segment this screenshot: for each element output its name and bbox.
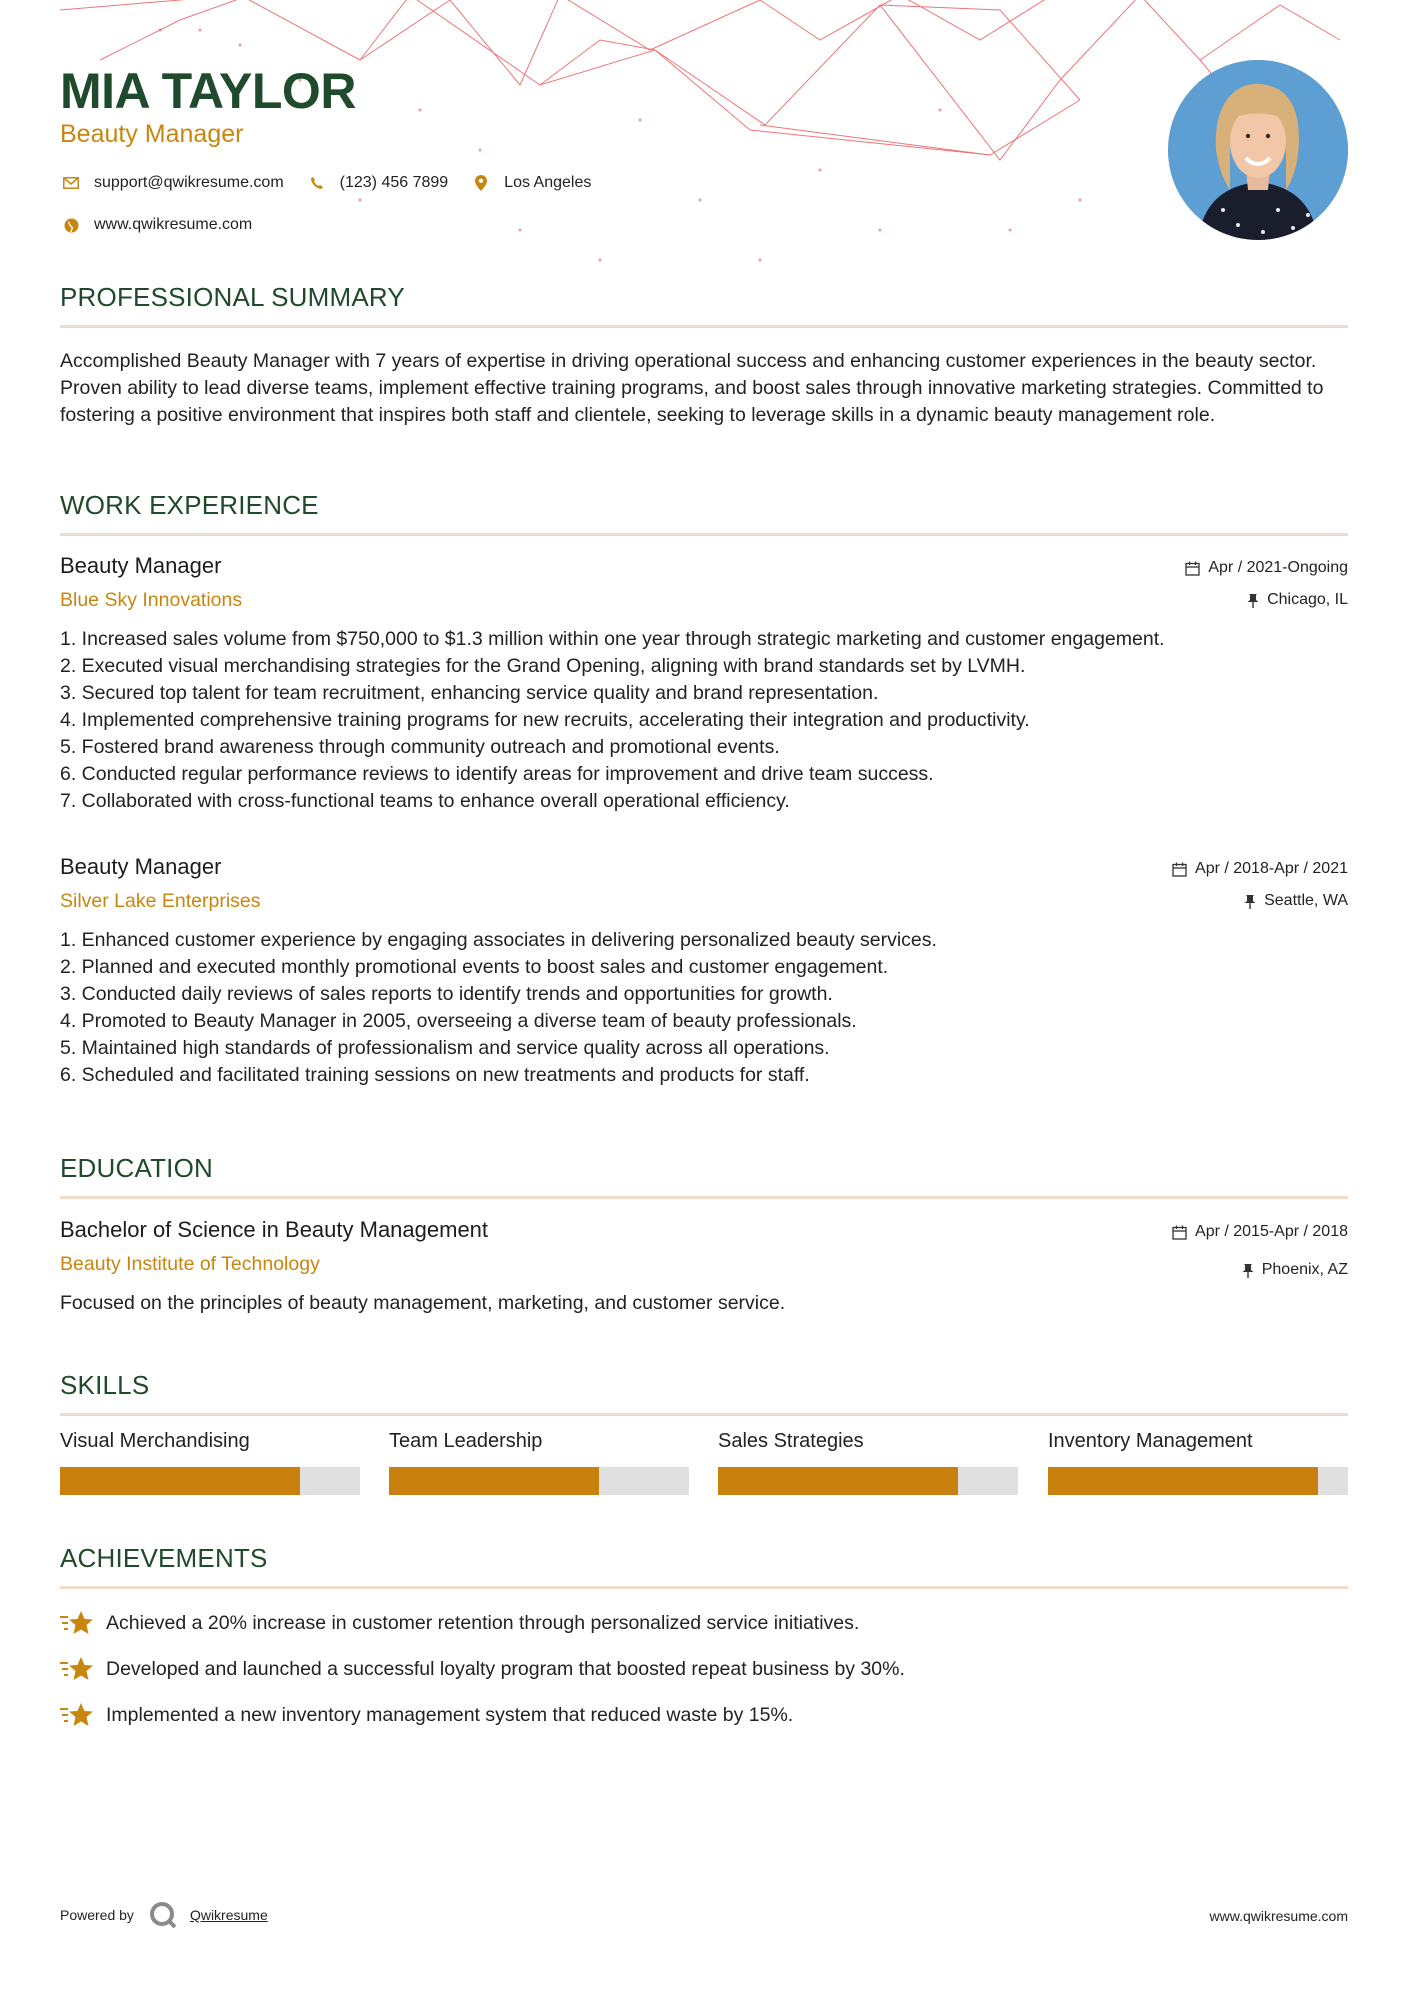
star-icon bbox=[60, 1609, 94, 1637]
education-location-text: Phoenix, AZ bbox=[1261, 1261, 1348, 1278]
skill-label: Inventory Management bbox=[1048, 1430, 1253, 1452]
skill-label: Sales Strategies bbox=[718, 1430, 864, 1452]
calendar-icon bbox=[1172, 1225, 1187, 1240]
skill-bar-fill bbox=[1048, 1467, 1318, 1495]
section-divider bbox=[60, 1586, 1348, 1589]
skill-label: Visual Merchandising bbox=[60, 1430, 250, 1452]
list-item: 1. Increased sales volume from $750,000 to $1.3 million within one year through strategic marketing and customer engagement. bbox=[60, 628, 1165, 650]
contact-location bbox=[470, 172, 591, 194]
pushpin-icon bbox=[1242, 1263, 1254, 1278]
summary-text: Accomplished Beauty Manager with 7 years of expertise in driving operational success and enhancing customer experiences in the beauty sector. Proven ability to lead diverse teams, implement effective training programs, and boost sales through innovative marketing strategies. Committed to fostering a positive environment that inspires both staff and clientele, seeking to leverage skills in a dynamic beauty management role. bbox=[60, 350, 1324, 426]
education-dates bbox=[1172, 1223, 1348, 1241]
contact-email[interactable] bbox=[60, 172, 284, 194]
skills-heading: SKILLS bbox=[60, 1370, 150, 1400]
contact-row bbox=[60, 172, 613, 194]
summary-heading: PROFESSIONAL SUMMARY bbox=[60, 282, 405, 312]
section-divider bbox=[60, 325, 1348, 328]
contact-website[interactable] bbox=[60, 214, 252, 236]
skill-bar-fill bbox=[389, 1467, 599, 1495]
job-dates bbox=[1185, 559, 1348, 577]
achievement-item bbox=[60, 1609, 1348, 1637]
email-icon bbox=[60, 172, 82, 194]
skills-grid bbox=[60, 1430, 1348, 1500]
school-name: Beauty Institute of Technology bbox=[60, 1253, 320, 1275]
list-item: 5. Fostered brand awareness through community outreach and promotional events. bbox=[60, 736, 780, 758]
education-dates-text: Apr / 2015-Apr / 2018 bbox=[1195, 1223, 1348, 1240]
list-item: 7. Collaborated with cross-functional teams to enhance overall operational efficiency. bbox=[60, 790, 790, 812]
job-title: Beauty Manager bbox=[60, 553, 222, 578]
list-item: 6. Scheduled and facilitated training sessions on new treatments and products for staff. bbox=[60, 1064, 810, 1086]
list-item: 1. Enhanced customer experience by engaging associates in delivering personalized beauty services. bbox=[60, 929, 937, 951]
section-divider bbox=[60, 1196, 1348, 1199]
achievement-text: Implemented a new inventory management system that reduced waste by 15%. bbox=[106, 1703, 794, 1726]
skill-item bbox=[60, 1430, 360, 1495]
education-heading: EDUCATION bbox=[60, 1153, 213, 1183]
achievements-section bbox=[60, 1543, 1348, 1747]
contact-phone[interactable] bbox=[306, 172, 449, 194]
list-item: 2. Executed visual merchandising strategies for the Grand Opening, aligning with brand standards set by LVMH. bbox=[60, 655, 1026, 677]
education-location bbox=[1242, 1261, 1348, 1279]
experience-heading: WORK EXPERIENCE bbox=[60, 490, 319, 520]
education-entry bbox=[60, 1217, 1348, 1317]
education-description: Focused on the principles of beauty management, marketing, and customer service. bbox=[60, 1292, 786, 1314]
achievement-text: Developed and launched a successful loyalty program that boosted repeat business by 30%. bbox=[106, 1657, 905, 1680]
list-item: 2. Planned and executed monthly promotional events to boost sales and customer engagement. bbox=[60, 956, 889, 978]
calendar-icon bbox=[1185, 561, 1200, 576]
job-location bbox=[1247, 591, 1348, 609]
pushpin-icon bbox=[1244, 894, 1256, 909]
phone-text: (123) 456 7899 bbox=[339, 174, 449, 191]
job-bullets bbox=[60, 626, 1348, 815]
footer-website[interactable]: www.qwikresume.com bbox=[1209, 1908, 1348, 1924]
achievements-list bbox=[60, 1609, 1348, 1729]
profile-photo bbox=[1168, 60, 1348, 240]
skill-item bbox=[389, 1430, 689, 1495]
location-text: Los Angeles bbox=[504, 174, 592, 191]
calendar-icon bbox=[1172, 862, 1187, 877]
star-icon bbox=[60, 1701, 94, 1729]
list-item: 3. Secured top talent for team recruitment, enhancing service quality and brand representation. bbox=[60, 682, 879, 704]
phone-icon bbox=[306, 172, 328, 194]
job-bullets bbox=[60, 927, 1348, 1089]
list-item: 3. Conducted daily reviews of sales reports to identify trends and opportunities for growth. bbox=[60, 983, 833, 1005]
experience-section bbox=[60, 490, 1348, 536]
globe-icon bbox=[60, 214, 82, 236]
list-item: 4. Implemented comprehensive training programs for new recruits, accelerating their integration and productivity. bbox=[60, 709, 1030, 731]
list-item: 5. Maintained high standards of professionalism and service quality across all operations. bbox=[60, 1037, 830, 1059]
job-dates bbox=[1172, 860, 1348, 878]
achievement-text: Achieved a 20% increase in customer retention through personalized service initiatives. bbox=[106, 1611, 860, 1634]
job-entry bbox=[60, 854, 1348, 1089]
pushpin-icon bbox=[1247, 593, 1259, 608]
powered-by-label: Powered by bbox=[60, 1907, 134, 1923]
summary-section bbox=[60, 282, 1348, 429]
job-dates-text: Apr / 2018-Apr / 2021 bbox=[1195, 860, 1348, 877]
job-location-text: Seattle, WA bbox=[1264, 892, 1348, 909]
achievement-item bbox=[60, 1655, 1348, 1683]
skill-bar bbox=[718, 1467, 1018, 1495]
job-location bbox=[1244, 892, 1348, 910]
email-text: support@qwikresume.com bbox=[94, 174, 284, 191]
achievement-item bbox=[60, 1701, 1348, 1729]
skill-item bbox=[718, 1430, 1018, 1495]
education-section bbox=[60, 1153, 1348, 1199]
skill-bar-fill bbox=[718, 1467, 958, 1495]
skill-label: Team Leadership bbox=[389, 1430, 543, 1452]
star-icon bbox=[60, 1655, 94, 1683]
achievements-heading: ACHIEVEMENTS bbox=[60, 1543, 268, 1573]
company-name: Blue Sky Innovations bbox=[60, 589, 243, 611]
job-title: Beauty Manager bbox=[60, 854, 222, 879]
qwikresume-logo-icon bbox=[148, 1900, 178, 1930]
qwikresume-link[interactable]: Qwikresume bbox=[189, 1907, 268, 1923]
list-item: 4. Promoted to Beauty Manager in 2005, overseeing a diverse team of beauty professionals. bbox=[60, 1010, 857, 1032]
skill-bar bbox=[60, 1467, 360, 1495]
candidate-title: Beauty Manager bbox=[60, 120, 244, 148]
section-divider bbox=[60, 1413, 1348, 1416]
skill-bar bbox=[389, 1467, 689, 1495]
location-pin-icon bbox=[470, 172, 492, 194]
job-location-text: Chicago, IL bbox=[1267, 591, 1348, 608]
candidate-name: MIA TAYLOR bbox=[60, 63, 356, 119]
job-dates-text: Apr / 2021-Ongoing bbox=[1208, 559, 1348, 576]
company-name: Silver Lake Enterprises bbox=[60, 890, 261, 912]
job-entry bbox=[60, 553, 1348, 815]
contact-row-2 bbox=[60, 214, 274, 236]
skill-item bbox=[1048, 1430, 1348, 1495]
section-divider bbox=[60, 533, 1348, 536]
degree-title: Bachelor of Science in Beauty Management bbox=[60, 1217, 489, 1242]
skill-bar-fill bbox=[60, 1467, 300, 1495]
skill-bar bbox=[1048, 1467, 1348, 1495]
skills-section bbox=[60, 1370, 1348, 1416]
website-text: www.qwikresume.com bbox=[94, 216, 253, 233]
footer-powered-by bbox=[60, 1900, 268, 1930]
list-item: 6. Conducted regular performance reviews to identify areas for improvement and drive team success. bbox=[60, 763, 934, 785]
